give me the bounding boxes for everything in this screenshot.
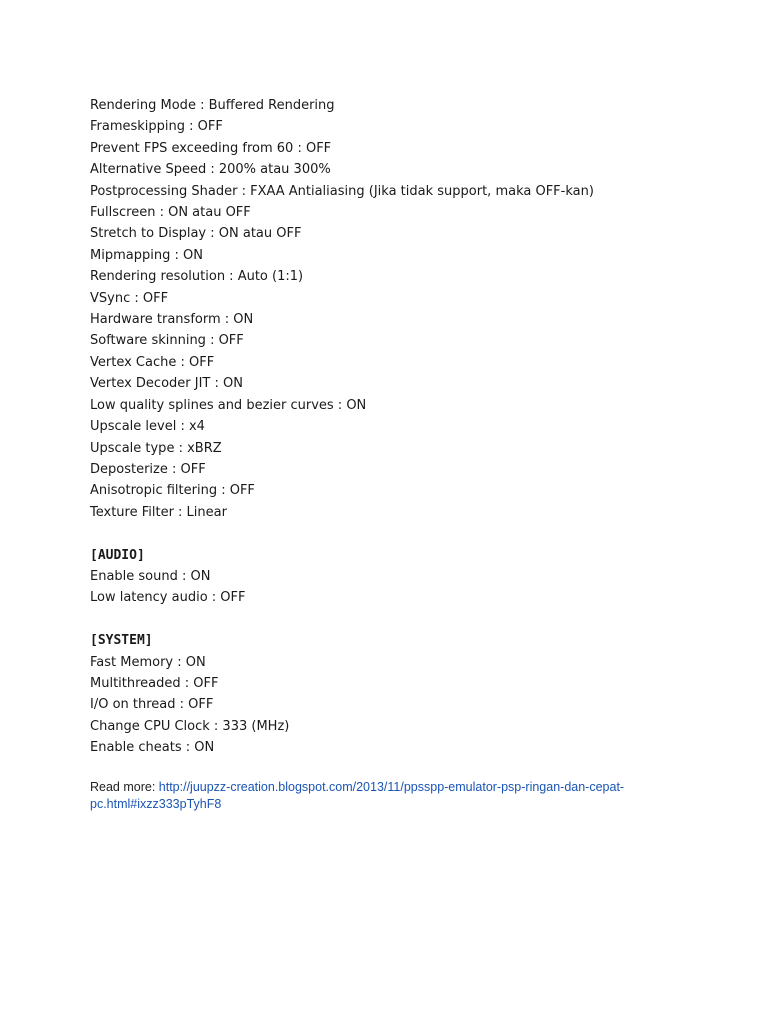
setting-low-latency-audio: Low latency audio : OFF xyxy=(90,590,246,606)
setting-hardware-transform: Hardware transform : ON xyxy=(90,312,254,328)
setting-frameskipping: Frameskipping : OFF xyxy=(90,119,223,135)
setting-fast-memory: Fast Memory : ON xyxy=(90,654,206,670)
setting-vsync: VSync : OFF xyxy=(90,290,169,306)
setting-upscale-level: Upscale level : x4 xyxy=(90,419,205,435)
read-more-label: Read more: xyxy=(90,779,159,794)
setting-multithreaded: Multithreaded : OFF xyxy=(90,675,219,691)
setting-stretch-to-display: Stretch to Display : ON atau OFF xyxy=(90,226,302,242)
read-more-link-line2: pc.html#ixzz333pTyhF8 xyxy=(90,796,222,811)
setting-alternative-speed: Alternative Speed : 200% atau 300% xyxy=(90,162,331,178)
read-more xyxy=(90,779,710,813)
setting-deposterize: Deposterize : OFF xyxy=(90,461,206,477)
system-heading: [SYSTEM] xyxy=(90,633,153,649)
document-body xyxy=(90,95,710,813)
setting-enable-cheats: Enable cheats : ON xyxy=(90,740,215,756)
setting-change-cpu-clock: Change CPU Clock : 333 (MHz) xyxy=(90,718,290,734)
setting-vertex-decoder-jit: Vertex Decoder JIT : ON xyxy=(90,376,243,392)
setting-vertex-cache: Vertex Cache : OFF xyxy=(90,354,215,370)
setting-anisotropic-filtering: Anisotropic filtering : OFF xyxy=(90,483,255,499)
setting-texture-filter: Texture Filter : Linear xyxy=(90,504,227,520)
setting-fullscreen: Fullscreen : ON atau OFF xyxy=(90,205,251,221)
graphics-settings-list xyxy=(90,95,710,523)
section-spacer xyxy=(90,523,710,544)
audio-heading: [AUDIO] xyxy=(90,547,145,563)
audio-section xyxy=(90,545,710,609)
setting-io-on-thread: I/O on thread : OFF xyxy=(90,697,214,713)
setting-mipmapping: Mipmapping : ON xyxy=(90,247,203,263)
section-spacer xyxy=(90,609,710,630)
read-more-link[interactable] xyxy=(90,780,624,811)
system-section xyxy=(90,630,710,758)
read-more-link-line1: http://juupzz-creation.blogspot.com/2013/11/ppsspp-emulator-psp-ringan-dan-cepat- xyxy=(158,779,625,794)
setting-low-quality-splines: Low quality splines and bezier curves : ON xyxy=(90,397,367,413)
setting-rendering-resolution: Rendering resolution : Auto (1:1) xyxy=(90,269,304,285)
setting-upscale-type: Upscale type : xBRZ xyxy=(90,440,222,456)
setting-postprocessing-shader: Postprocessing Shader : FXAA Antialiasing (Jika tidak support, maka OFF-kan) xyxy=(90,183,594,199)
setting-rendering-mode: Rendering Mode : Buffered Rendering xyxy=(90,98,335,113)
setting-prevent-fps: Prevent FPS exceeding from 60 : OFF xyxy=(90,140,332,156)
setting-enable-sound: Enable sound : ON xyxy=(90,568,211,584)
setting-software-skinning: Software skinning : OFF xyxy=(90,333,244,349)
